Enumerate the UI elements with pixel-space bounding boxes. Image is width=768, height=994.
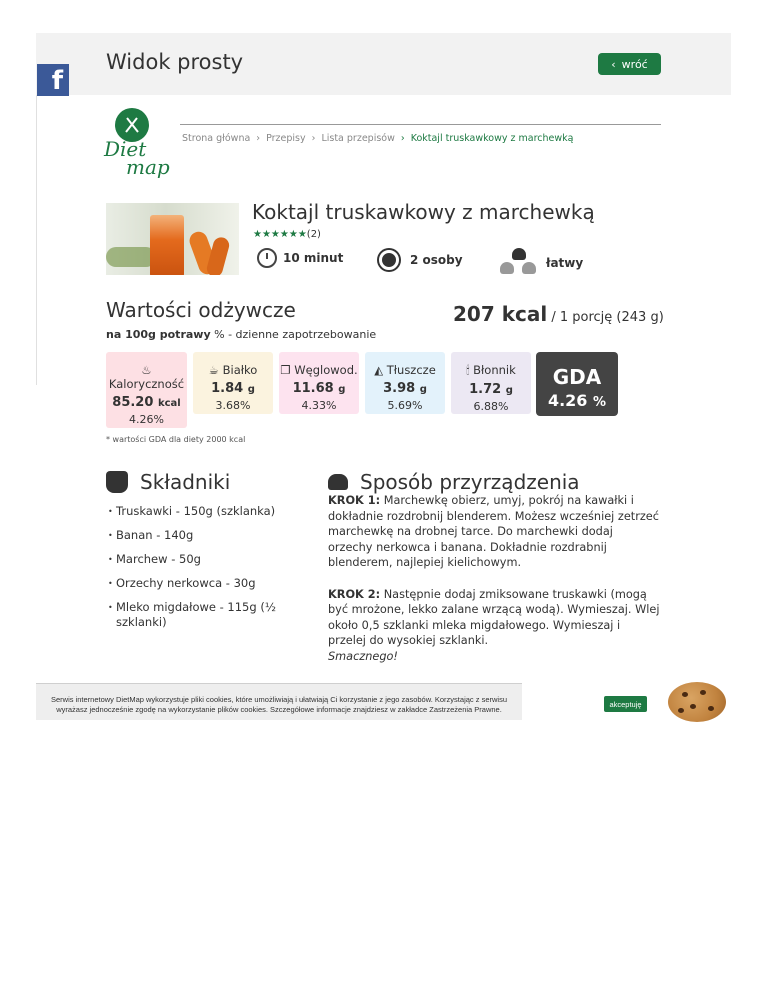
pot-icon bbox=[106, 471, 128, 493]
back-button[interactable] bbox=[598, 53, 661, 75]
gda-footnote: * wartości GDA dla diety 2000 kcal bbox=[106, 435, 246, 444]
facebook-icon[interactable]: f bbox=[37, 64, 69, 96]
recipe-photo bbox=[106, 203, 239, 275]
ingredients-heading: Składniki bbox=[106, 470, 230, 494]
chef-hats-icon bbox=[500, 248, 540, 278]
method-heading: Sposób przyrządzenia bbox=[328, 470, 580, 494]
list-item: • Mleko migdałowe - 115g (½ szklanki) bbox=[108, 600, 308, 630]
nutrition-title: Wartości odżywcze bbox=[106, 298, 296, 322]
kcal-per-portion bbox=[453, 302, 664, 326]
divider bbox=[36, 95, 37, 385]
kcal-portion: / 1 porcję (243 g) bbox=[551, 310, 664, 325]
chef-hat-icon bbox=[328, 474, 348, 490]
carbs-icon: ❐ bbox=[280, 363, 291, 377]
breadcrumb-current: Koktajl truskawkowy z marchewką bbox=[410, 133, 574, 144]
breadcrumb-divider bbox=[180, 124, 661, 125]
servings bbox=[374, 248, 463, 272]
chevron-right-icon: › bbox=[400, 133, 405, 144]
nutrient-pct: 4.26% bbox=[129, 413, 164, 426]
prep-time bbox=[257, 248, 343, 268]
chevron-right-icon: › bbox=[311, 133, 316, 144]
fiber-icon: 🕯 bbox=[466, 363, 470, 377]
dietmap-logo[interactable] bbox=[104, 108, 174, 186]
nutrient-label: Kaloryczność bbox=[108, 377, 185, 391]
breadcrumb-home[interactable]: Strona główna bbox=[182, 133, 251, 144]
breadcrumb-recipe-list[interactable]: Lista przepisów bbox=[321, 133, 395, 144]
logo-text: Diet map bbox=[104, 137, 170, 179]
per100-note: na 100g potrawy % - dzienne zapotrzebowanie bbox=[106, 328, 377, 341]
nutrient-carbs: ❐ Węglowod. 11.68 g 4.33% bbox=[279, 352, 359, 414]
recipe-title: Koktajl truskawkowy z marchewką bbox=[252, 200, 595, 224]
page-title: Widok prosty bbox=[106, 50, 244, 74]
method-steps bbox=[328, 493, 660, 664]
rating-stars[interactable] bbox=[253, 229, 321, 240]
protein-icon: ☕ bbox=[208, 363, 219, 377]
gda-badge: GDA 4.26 % bbox=[536, 352, 618, 416]
servings-value: 2 osoby bbox=[410, 253, 463, 267]
list-item: • Orzechy nerkowca - 30g bbox=[108, 576, 308, 591]
accept-cookies-button[interactable]: akceptuję bbox=[604, 696, 647, 712]
fat-icon: ◭ bbox=[374, 363, 384, 377]
breadcrumb bbox=[182, 133, 573, 144]
ingredients-list bbox=[108, 504, 308, 639]
nutrient-protein: ☕ Białko 1.84 g 3.68% bbox=[193, 352, 273, 414]
chevron-left-icon: ‹ bbox=[611, 57, 616, 71]
list-item: • Truskawki - 150g (szklanka) bbox=[108, 504, 308, 519]
cookie-notice: Serwis internetowy DietMap wykorzystuje pliki cookies, które umożliwiają i ułatwiają Ci korzystanie z jego zasobów. Korzystając z serwisu wyrażasz jednocześnie zgodę na wykorzystanie plików cookies. Szczegółowe informacje znajdziesz w zakładce Zastrzeżenia Prawne. bbox=[36, 683, 522, 720]
plate-icon bbox=[374, 248, 404, 272]
nutrient-fiber: 🕯 Błonnik 1.72 g 6.88% bbox=[451, 352, 531, 414]
difficulty-value: łatwy bbox=[546, 256, 584, 270]
chevron-right-icon: › bbox=[256, 133, 261, 144]
breadcrumb-recipes[interactable]: Przepisy bbox=[266, 133, 306, 144]
nutrient-fat: ◭ Tłuszcze 3.98 g 5.69% bbox=[365, 352, 445, 414]
list-item: • Marchew - 50g bbox=[108, 552, 308, 567]
step-2: KROK 2: Następnie dodaj zmiksowane truskawki (mogą być mrożone, lekko zalane wrzącą wodą). Wymieszaj. Wlej około 0,5 szklanki mleka migdałowego. Wymieszaj i przelej do wysokiej szklanki. Smacznego! bbox=[328, 587, 660, 663]
prep-time-value: 10 minut bbox=[283, 251, 344, 265]
clock-icon bbox=[257, 248, 277, 268]
nutrient-calories: ♨ Kaloryczność 85.20 kcal 4.26% bbox=[106, 352, 187, 428]
difficulty bbox=[500, 248, 583, 278]
rating-count: (2) bbox=[306, 229, 321, 240]
star-icons: ★★★★★★ bbox=[253, 229, 307, 240]
back-button-label: wróć bbox=[621, 57, 648, 71]
step-1: KROK 1: Marchewkę obierz, umyj, pokrój na kawałki i dokładnie rozdrobnij blenderem. Możesz wcześniej zetrzeć marchewkę na drobnej tarce. Do marchewki dodaj orzechy nerkowca i banana. Dokładnie rozdrabnij blenderem, najlepiej kielichowym. bbox=[328, 494, 659, 569]
flame-icon: ♨ bbox=[141, 363, 152, 377]
kcal-value: 207 kcal bbox=[453, 302, 548, 326]
cookie-icon bbox=[668, 682, 726, 722]
list-item: • Banan - 140g bbox=[108, 528, 308, 543]
